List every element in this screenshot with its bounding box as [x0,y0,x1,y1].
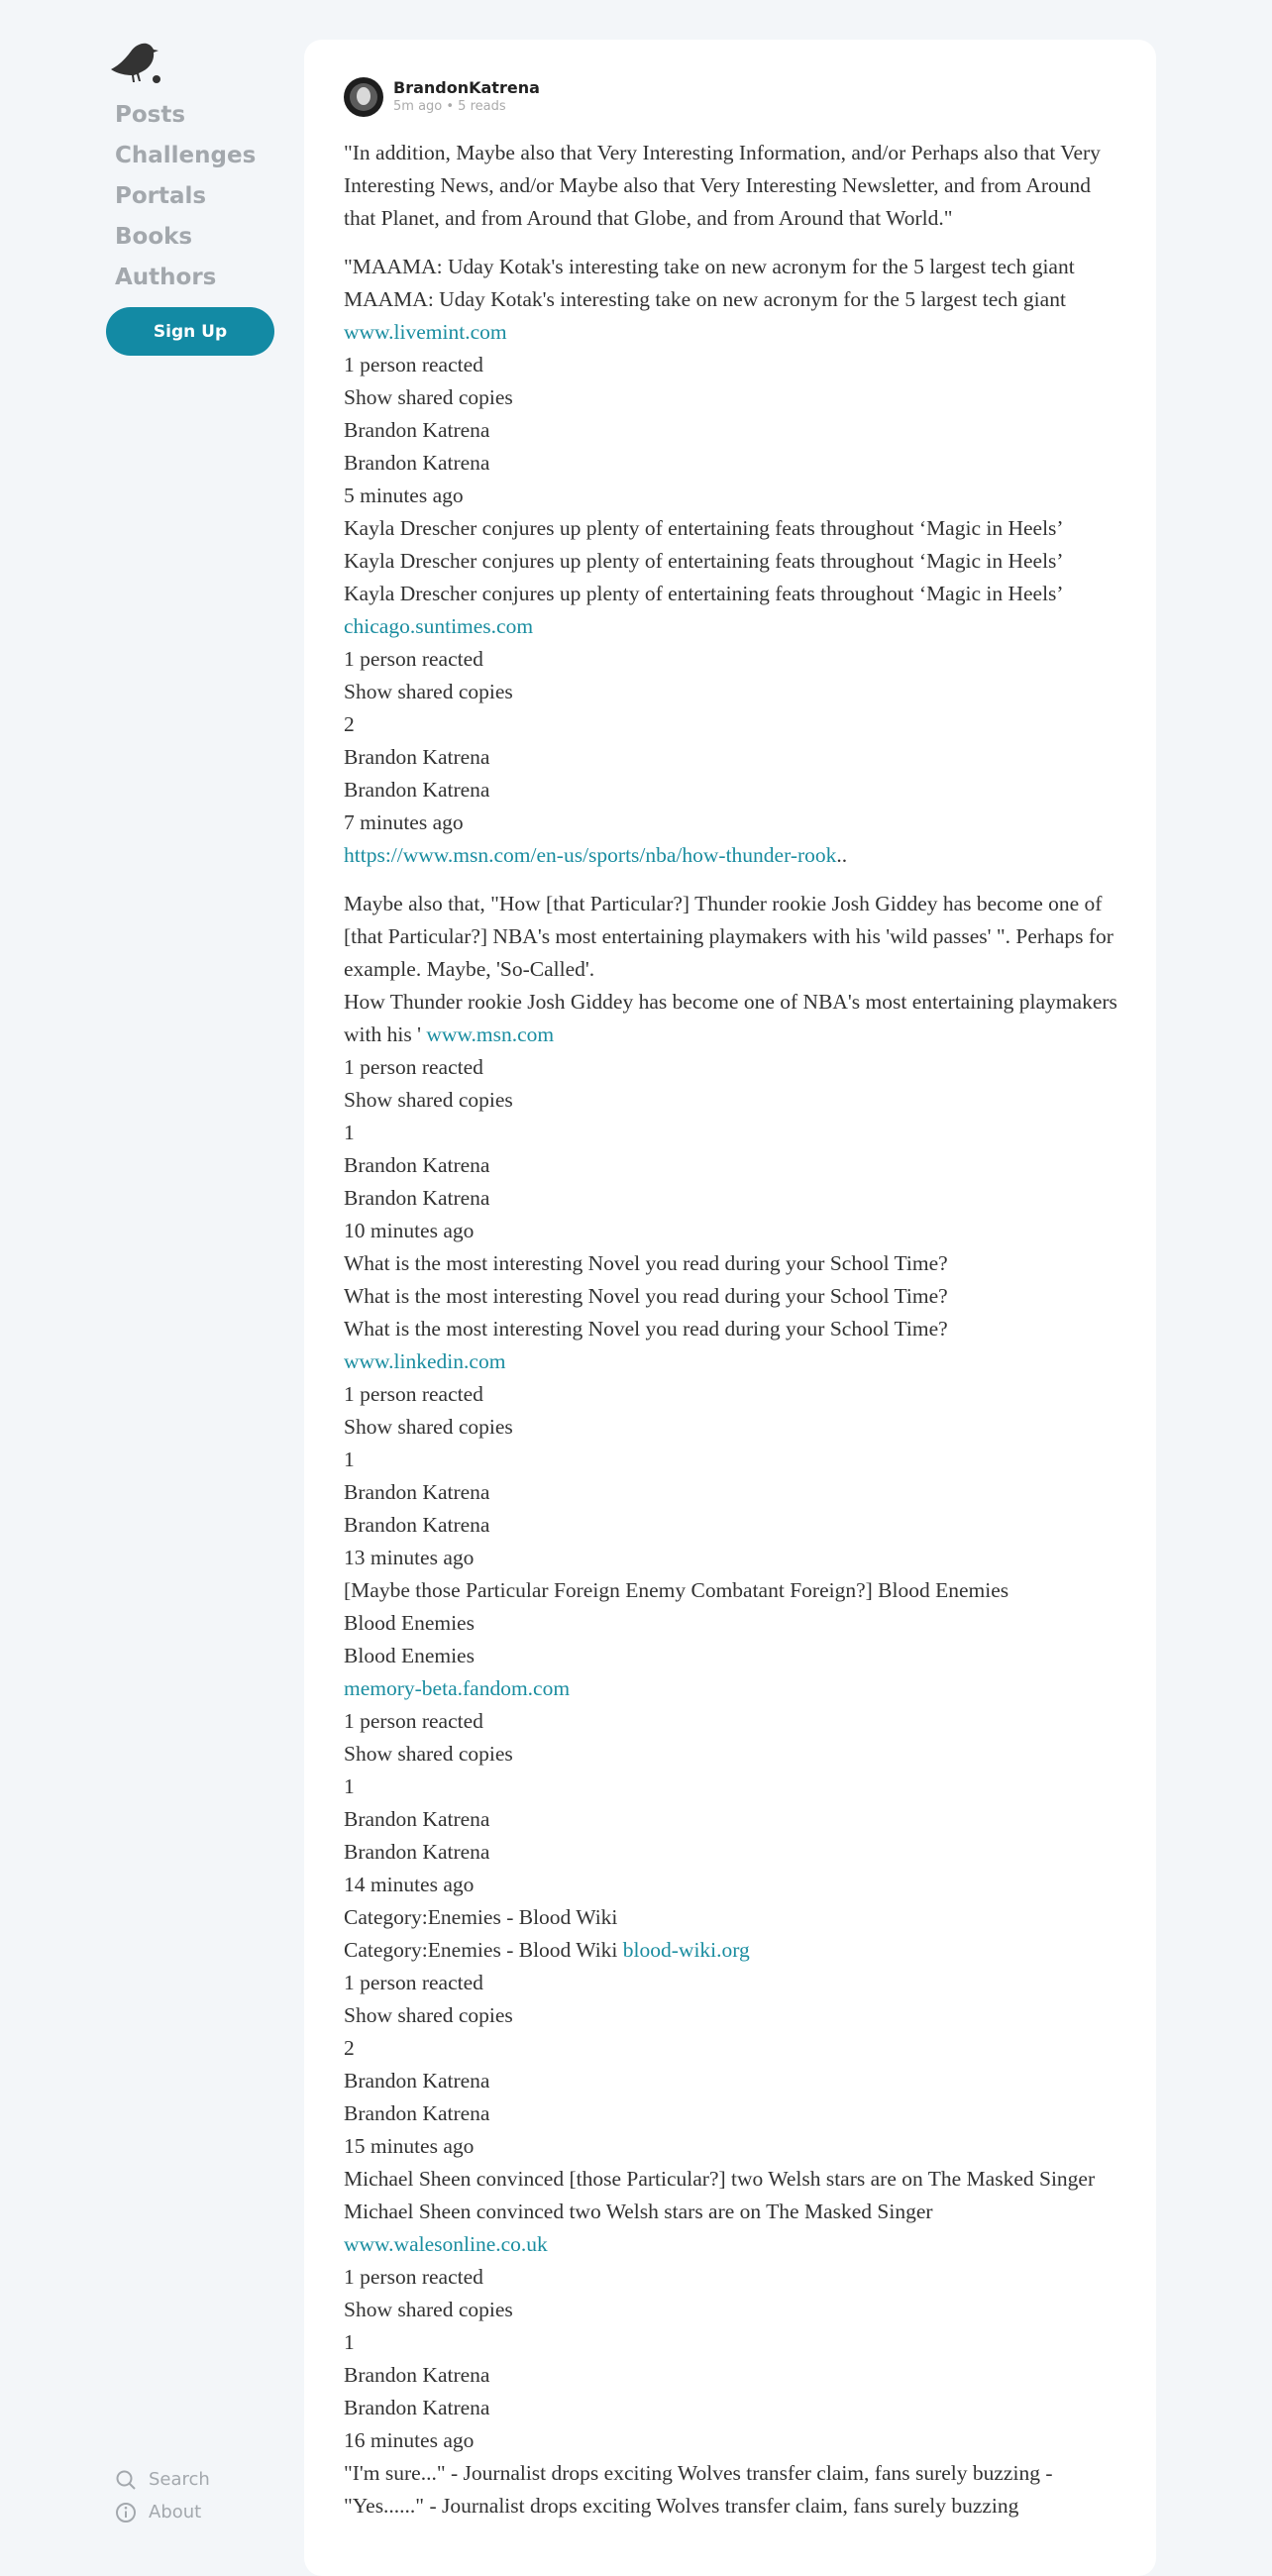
text-line: 13 minutes ago [344,1546,475,1569]
text-line: 1 [344,1121,355,1144]
text-line: Show shared copies [344,1742,513,1766]
post-header [344,77,540,117]
text-line: 1 [344,2330,355,2354]
text-line: 1 person reacted [344,353,483,376]
text-line: Show shared copies [344,2298,513,2321]
text-line: MAAMA: Uday Kotak's interesting take on new acronym for the 5 largest tech giant [344,287,1066,311]
text-line: 7 minutes ago [344,810,464,834]
text-line: Blood Enemies [344,1611,475,1635]
text-line: "MAAMA: Uday Kotak's interesting take on new acronym for the 5 largest tech giant [344,255,1075,278]
text-line: Blood Enemies [344,1644,475,1667]
link-line [344,1672,1126,1705]
text-line: Brandon Katrena [344,2396,490,2419]
search-icon [115,2469,137,2491]
source-link[interactable]: https://www.msn.com/en-us/sports/nba/how-thunder-rook [344,843,837,867]
text-line: Michael Sheen convinced two Welsh stars are on The Masked Singer [344,2200,933,2223]
text-line: Brandon Katrena [344,451,490,475]
text-line: Kayla Drescher conjures up plenty of entertaining feats throughout ‘Magic in Heels’ [344,549,1064,573]
post-section-2 [344,888,1126,2522]
avatar[interactable] [344,77,383,117]
text-line: Show shared copies [344,680,513,703]
text-line: Brandon Katrena [344,2101,490,2125]
text-line: Kayla Drescher conjures up plenty of entertaining feats throughout ‘Magic in Heels’ [344,516,1064,540]
text-line: 1 person reacted [344,1971,483,1994]
text-line: 1 person reacted [344,1382,483,1406]
text-line: What is the most interesting Novel you read during your School Time? [344,1284,948,1308]
nav-books[interactable]: Books [115,224,193,250]
text-line: Category:Enemies - Blood Wiki blood-wiki.org [344,1938,750,1962]
nav-portals[interactable]: Portals [115,183,207,209]
text-line: 2 [344,2036,355,2060]
text-line: Show shared copies [344,1088,513,1112]
text-line: Brandon Katrena [344,2363,490,2387]
text-line: Brandon Katrena [344,1186,490,1210]
link-line [344,2228,1126,2261]
text-line: 14 minutes ago [344,1873,475,1896]
link-line [344,1345,1126,1378]
text-line: 1 person reacted [344,1055,483,1079]
text-line: Brandon Katrena [344,1153,490,1177]
source-link[interactable]: memory-beta.fandom.com [344,1676,571,1700]
sidebar [0,0,287,2544]
text-line: 5 minutes ago [344,483,464,507]
text-line: Brandon Katrena [344,778,490,802]
text-line: 2 [344,712,355,736]
text-line: Brandon Katrena [344,2069,490,2093]
text-line: Brandon Katrena [344,418,490,442]
text-line: 1 [344,1448,355,1471]
text-line: "I'm sure..." - Journalist drops exciting Wolves transfer claim, fans surely buzzing - "Yes......" - Journalist drops exciting Wolves transfer claim, fans surely buzzing [344,2461,1053,2518]
source-link[interactable]: www.linkedin.com [344,1349,506,1373]
text-line: 1 person reacted [344,647,483,671]
text-line: 15 minutes ago [344,2134,475,2158]
source-link[interactable]: www.msn.com [426,1022,555,1046]
search-label: Search [149,2469,210,2490]
link-line [344,610,1126,643]
crow-logo-icon[interactable] [109,40,164,87]
link-line [344,316,1126,349]
text-line: Brandon Katrena [344,1480,490,1504]
author-name[interactable]: BrandonKatrena [393,78,540,97]
text-line: Brandon Katrena [344,1807,490,1831]
info-icon [115,2502,137,2523]
text-line: 16 minutes ago [344,2428,475,2452]
bottom-links [115,2463,210,2528]
text-line: 1 person reacted [344,2265,483,2289]
text-line: Category:Enemies - Blood Wiki [344,1905,618,1929]
post-meta: 5m ago • 5 reads [393,99,506,114]
text-line: 10 minutes ago [344,1219,475,1242]
about-label: About [149,2502,202,2522]
main-nav [115,95,256,298]
post-section-1 [344,251,1126,872]
about-link[interactable] [115,2496,210,2528]
text-line: Show shared copies [344,2003,513,2027]
nav-posts[interactable]: Posts [115,102,186,128]
text-line: 1 [344,1774,355,1798]
text-line: Show shared copies [344,385,513,409]
text-line: [Maybe those Particular Foreign Enemy Combatant Foreign?] Blood Enemies [344,1578,1009,1602]
link-line: https://www.msn.com/en-us/sports/nba/how-thunder-rook.. [344,843,848,867]
text-line: Michael Sheen convinced [those Particular?] two Welsh stars are on The Masked Singer [344,2167,1096,2191]
source-link[interactable]: www.livemint.com [344,320,507,344]
text-line: Kayla Drescher conjures up plenty of entertaining feats throughout ‘Magic in Heels’ [344,582,1064,605]
text-line: Maybe also that, "How [that Particular?] Thunder rookie Josh Giddey has become one of [that Particular?] NBA's most entertaining playmakers with his 'wild passes' ". Perhaps for example. Maybe, 'So-Called'. [344,892,1113,981]
text-line: Show shared copies [344,1415,513,1439]
intro-paragraph: "In addition, Maybe also that Very Interesting Information, and/or Perhaps also that Very Interesting News, and/or Maybe also that Very Interesting Newsletter, and from Around that Planet, and from Around that Globe, and from Around that World." [344,141,1101,230]
text-line: What is the most interesting Novel you read during your School Time? [344,1317,948,1341]
text-line: 1 person reacted [344,1709,483,1733]
source-link[interactable]: blood-wiki.org [622,1938,750,1962]
text-line: Brandon Katrena [344,1840,490,1864]
post-card [304,40,1156,2576]
nav-challenges[interactable]: Challenges [115,143,257,168]
text-line: What is the most interesting Novel you read during your School Time? [344,1251,948,1275]
post-content [344,137,1126,2538]
search-link[interactable] [115,2463,210,2496]
sign-up-button[interactable]: Sign Up [106,307,274,356]
source-link[interactable]: chicago.suntimes.com [344,614,534,638]
text-line: How Thunder rookie Josh Giddey has become one of NBA's most entertaining playmakers with his ' www.msn.com [344,990,1117,1046]
text-line: Brandon Katrena [344,1513,490,1537]
nav-authors[interactable]: Authors [115,265,217,290]
text-line: Brandon Katrena [344,745,490,769]
source-link[interactable]: www.walesonline.co.uk [344,2232,548,2256]
